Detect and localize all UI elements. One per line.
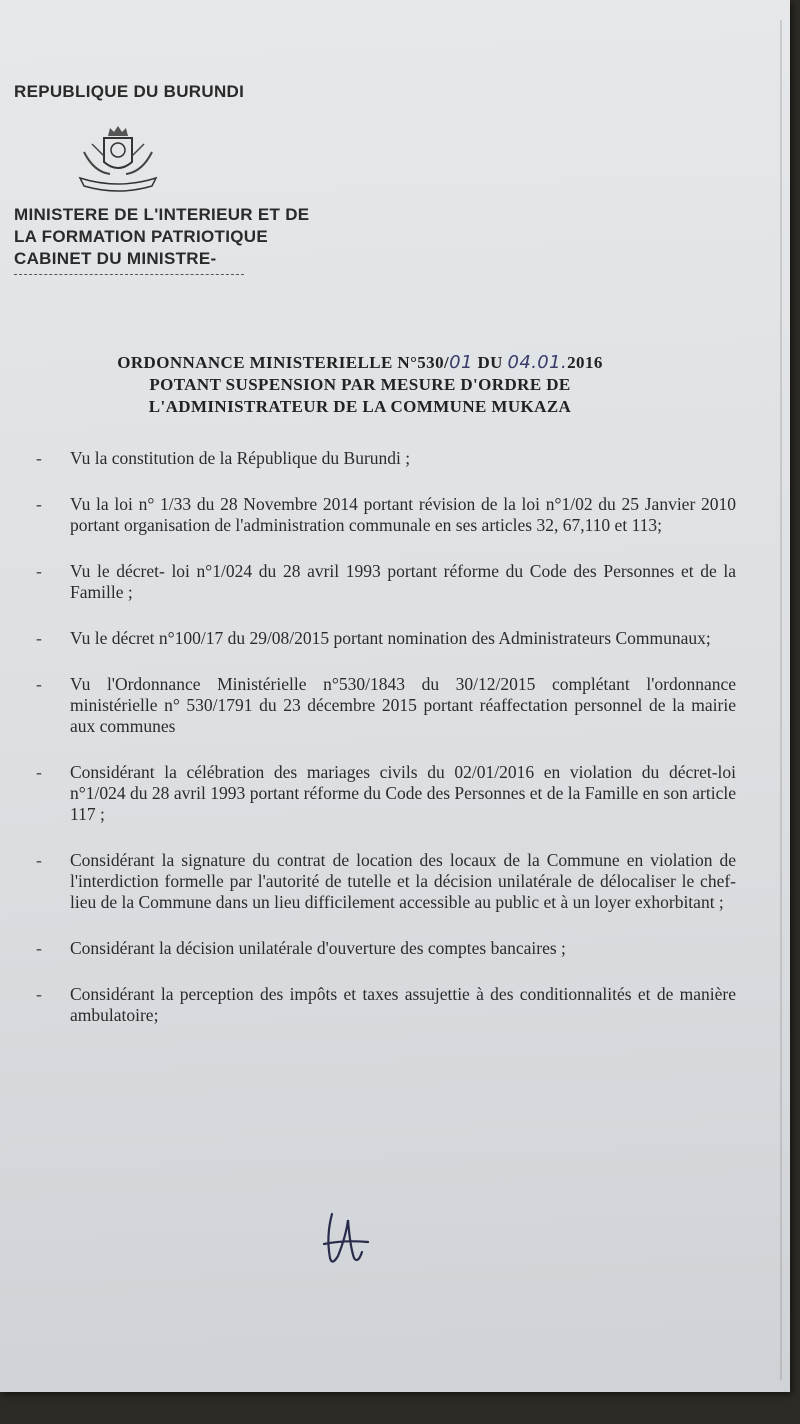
clause-item: - Vu la loi n° 1/33 du 28 Novembre 2014 portant révision de la loi n°1/02 du 25 Janvier 2010 portant organisation de l'administration communale en ses articles 32, 67,110 et 113; bbox=[36, 494, 736, 535]
coat-of-arms-emblem bbox=[74, 122, 162, 196]
bullet-dash: - bbox=[36, 494, 42, 514]
title-du: DU bbox=[477, 353, 503, 372]
ministry-block bbox=[14, 204, 309, 270]
clause-item: - Vu l'Ordonnance Ministérielle n°530/1843 du 30/12/2015 complétant l'ordonnance ministérielle n° 530/1791 du 23 décembre 2015 portant réaffectation personnel de la mairie aux communes bbox=[36, 674, 736, 736]
bullet-dash: - bbox=[36, 984, 42, 1004]
clause-item: - Vu le décret n°100/17 du 29/08/2015 portant nomination des Administrateurs Communaux; bbox=[36, 628, 711, 648]
bullet-dash: - bbox=[36, 628, 42, 648]
title-line-3: L'ADMINISTRATEUR DE LA COMMUNE MUKAZA bbox=[148, 397, 572, 416]
bullet-dash: - bbox=[36, 448, 42, 468]
ministry-line: LA FORMATION PATRIOTIQUE bbox=[14, 227, 268, 246]
title-year: 2016 bbox=[567, 353, 603, 372]
clause-list bbox=[36, 448, 736, 1026]
bullet-dash: - bbox=[36, 561, 42, 581]
handwritten-number: 01 bbox=[449, 352, 473, 373]
clause-item: - Vu la constitution de la République du Burundi ; bbox=[36, 448, 411, 468]
bullet-dash: - bbox=[36, 850, 42, 870]
ministry-line: CABINET DU MINISTRE- bbox=[14, 249, 217, 268]
title-prefix: ORDONNANCE MINISTERIELLE N°530/ bbox=[117, 353, 450, 372]
bullet-dash: - bbox=[36, 762, 42, 782]
divider bbox=[14, 274, 244, 275]
clause-item: - Considérant la célébration des mariages civils du 02/01/2016 en violation du décret-loi n°1/024 du 28 avril 1993 portant réforme du Code des Personnes et de la Famille en son article 117 ; bbox=[36, 762, 736, 824]
bullet-dash: - bbox=[36, 938, 42, 958]
title-line-2: POTANT SUSPENSION PAR MESURE D'ORDRE DE bbox=[149, 375, 571, 394]
ministry-line: MINISTERE DE L'INTERIEUR ET DE bbox=[14, 205, 310, 224]
handwritten-date: 04.01. bbox=[507, 352, 568, 373]
clause-item: - Considérant la perception des impôts et taxes assujettie à des conditionnalités et de manière ambulatoire; bbox=[36, 984, 736, 1025]
clause-item: - Considérant la décision unilatérale d'ouverture des comptes bancaires ; bbox=[36, 938, 566, 958]
signature-mark bbox=[318, 1206, 374, 1270]
ordinance-title bbox=[40, 352, 680, 418]
republic-heading: REPUBLIQUE DU BURUNDI bbox=[14, 82, 245, 101]
bullet-dash: - bbox=[36, 674, 42, 694]
clause-item: - Considérant la signature du contrat de location des locaux de la Commune en violation de l'interdiction formelle par l'autorité de tutelle et la décision unilatérale de délocaliser le chef-lieu de la Commune dans un lieu difficilement accessible au public et à un loyer exhorbitant ; bbox=[36, 850, 736, 912]
clause-item: - Vu le décret- loi n°1/024 du 28 avril 1993 portant réforme du Code des Personnes et de la Famille ; bbox=[36, 561, 736, 602]
